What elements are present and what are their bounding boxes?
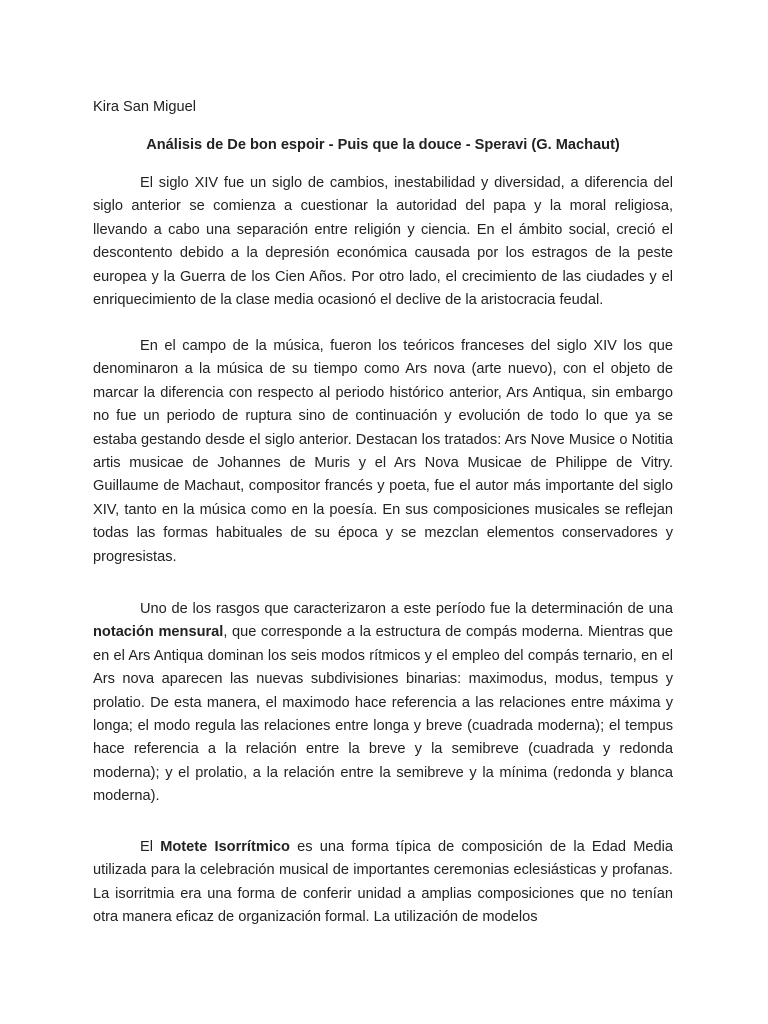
paragraph-notacion <box>93 598 673 809</box>
author-name: Kira San Miguel <box>93 99 197 115</box>
paragraph-intro: El siglo XIV fue un siglo de cambios, inestabilidad y diversidad, a diferencia del siglo anterior se comienza a cuestionar la autoridad del papa y la moral religiosa, llevando a cabo una separación entre religión y ciencia. En el ámbito social, creció el descontento debido a la depresión económica causada por los estragos de la peste europea y la Guerra de los Cien Años. Por otro lado, el crecimiento de las ciudades y el enriquecimiento de la clase media ocasionó el declive de la aristocracia feudal. <box>93 175 673 309</box>
document-title: Análisis de De bon espoir - Puis que la douce - Speravi (G. Machaut) <box>146 137 620 153</box>
paragraph-text: Uno de los rasgos que caracterizaron a este período fue la determinación de una <box>140 601 673 617</box>
paragraph-ars-nova: En el campo de la música, fueron los teóricos franceses del siglo XIV los que denominaron a la música de su tiempo como Ars nova (arte nuevo), con el objeto de marcar la diferencia con respecto al periodo histórico anterior, Ars Antiqua, sin embargo no fue un periodo de ruptura sino de continuación y evolución de todo lo que ya se estaba gestando desde el siglo anterior. Destacan los tratados: Ars Nove Musice o Notitia artis musicae de Johannes de Muris y el Ars Nova Musicae de Philippe de Vitry. Guillaume de Machaut, compositor francés y poeta, fue el autor más importante del siglo XIV, tanto en la música como en la poesía. En sus composiciones musicales se reflejan todas las formas habituales de su época y se mezclan elementos conservadores y progresistas. <box>93 338 673 565</box>
bold-term: notación mensural <box>93 624 224 641</box>
bold-term: Motete Isorrítmico <box>160 839 290 855</box>
paragraph-text: El <box>140 839 161 855</box>
paragraph-motete <box>93 836 673 930</box>
paragraph-text: , que corresponde a la estructura de compás moderna. Mientras que en el Ars Antiqua dominan los seis modos rítmicos y el empleo del compás ternario, en el Ars nova aparecen las nuevas subdivisiones binarias: maximodus, modus, tempus y prolatio. De esta manera, el maximodo hace referencia a las relaciones entre máxima y longa; el modo regula las relaciones entre longa y breve (cuadrada moderna); el tempus hace referencia a la relación entre la breve y la semibreve (cuadrada y redonda moderna); y el prolatio, a la relación entre la semibreve y la mínima (redonda y blanca moderna). <box>93 624 674 805</box>
paragraph-text: es una forma típica de composición de la Edad Media utilizada para la celebración musical de importantes ceremonias eclesiásticas y profanas. La isorritmia era una forma de conferir unidad a amplias composiciones que no tenían otra manera eficaz de organización formal. La utilización de modelos <box>93 839 674 926</box>
